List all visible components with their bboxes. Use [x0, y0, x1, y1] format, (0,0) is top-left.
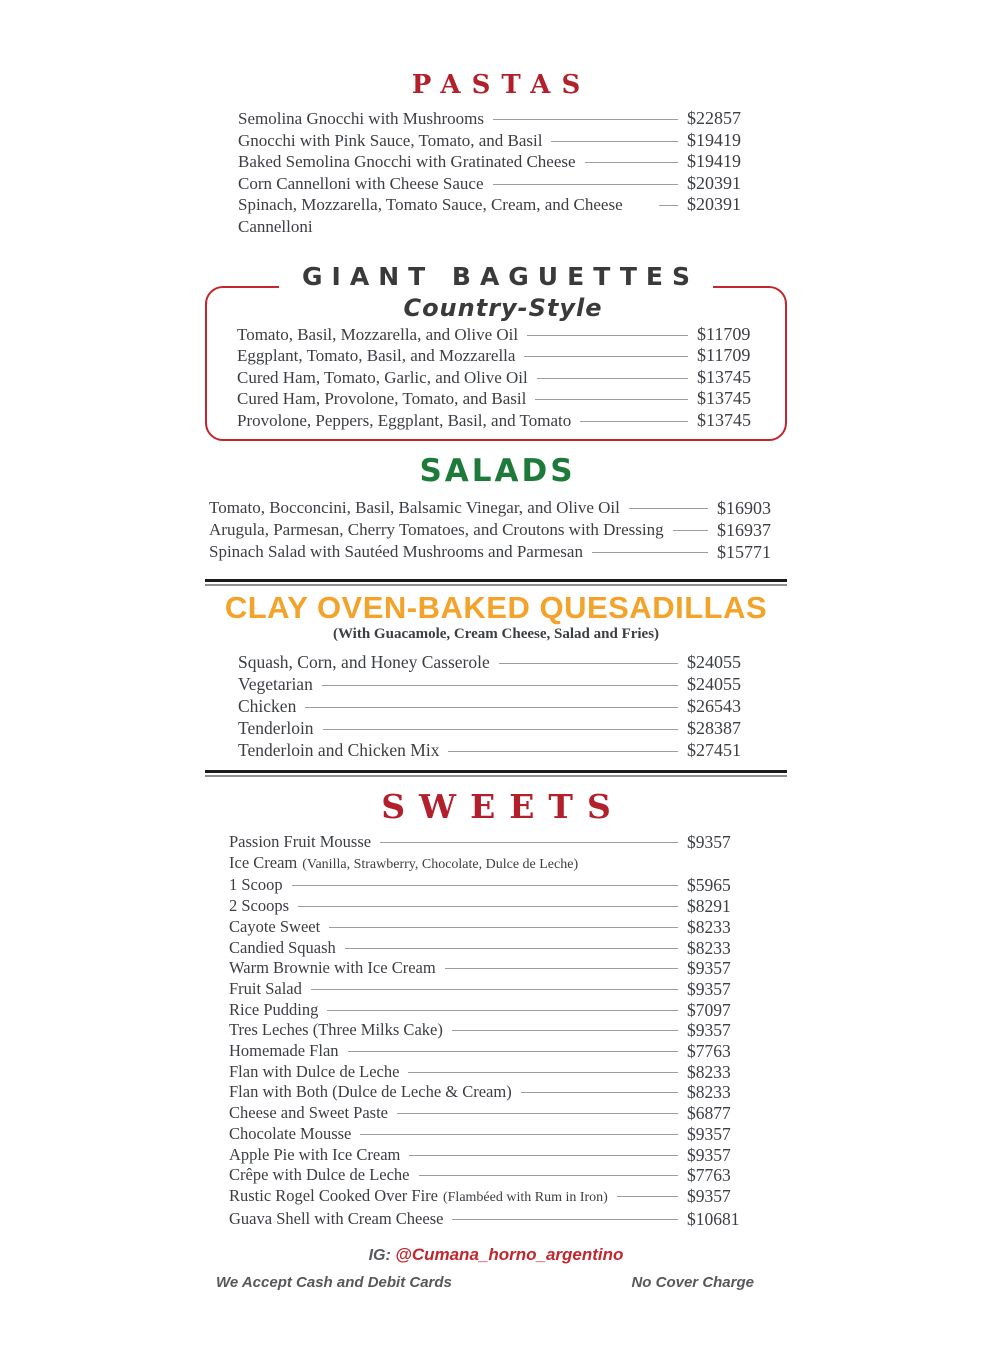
- item-price: $9357: [687, 958, 731, 979]
- item-name: Tenderloin and Chicken Mix: [238, 740, 440, 761]
- price-leader-line: [499, 663, 678, 664]
- menu-item-row: [237, 388, 769, 409]
- price-leader-line: [448, 751, 678, 752]
- item-price: $20391: [687, 194, 741, 214]
- price-leader-line: [360, 1134, 678, 1135]
- menu-item-row: [229, 832, 759, 853]
- price-leader-line: [419, 1175, 678, 1176]
- price-leader-line: [629, 508, 708, 509]
- price-leader-line: [323, 729, 678, 730]
- item-name: Squash, Corn, and Honey Casserole: [238, 652, 490, 673]
- price-leader-line: [521, 1092, 678, 1093]
- menu-page: [205, 70, 787, 1291]
- item-price: $24055: [687, 652, 741, 673]
- menu-item-row: [238, 673, 759, 695]
- menu-item-row: [238, 651, 759, 673]
- cover-charge-note: No Cover Charge: [631, 1274, 754, 1292]
- price-leader-line: [327, 1010, 678, 1011]
- item-name: Tres Leches (Three Milks Cake): [229, 1020, 443, 1040]
- item-price: $22857: [687, 108, 741, 128]
- baguettes-subtitle: Country-Style: [403, 294, 603, 322]
- menu-item-row: [238, 108, 759, 130]
- menu-item-row: [229, 1186, 759, 1209]
- item-name: Crêpe with Dulce de Leche: [229, 1165, 410, 1185]
- menu-item-row: [229, 1209, 759, 1230]
- menu-item-row: [229, 1000, 759, 1021]
- price-leader-line: [345, 948, 678, 949]
- item-name: Spinach Salad with Sautéed Mushrooms and Parmesan: [209, 542, 583, 562]
- item-price: $19419: [687, 129, 741, 150]
- price-leader-line: [673, 530, 708, 531]
- quesadillas-title: CLAY OVEN-BAKED QUESADILLAS: [224, 590, 768, 626]
- item-note: (Vanilla, Strawberry, Chocolate, Dulce de Leche): [302, 856, 579, 872]
- menu-item-row: [229, 917, 759, 938]
- item-price: $9357: [687, 978, 731, 999]
- price-leader-line: [311, 989, 678, 990]
- menu-item-row: [238, 194, 759, 237]
- item-name: Cayote Sweet: [229, 916, 321, 936]
- item-name: Candied Squash: [229, 937, 336, 957]
- baguettes-items: [237, 324, 769, 431]
- item-price: $10681: [687, 1208, 740, 1229]
- price-leader-line: [535, 399, 688, 400]
- item-price: $9357: [687, 1185, 731, 1206]
- item-price: $27451: [687, 740, 741, 761]
- price-leader-line: [527, 335, 688, 336]
- item-name: Rice Pudding: [229, 999, 319, 1019]
- menu-item-row: [229, 1062, 759, 1083]
- item-name: Tomato, Bocconcini, Basil, Balsamic Vinegar, and Olive Oil: [209, 498, 620, 518]
- price-leader-line: [493, 119, 678, 120]
- menu-item-row: [229, 1165, 759, 1186]
- item-name: Gnocchi with Pink Sauce, Tomato, and Basil: [238, 130, 543, 150]
- item-price: $13745: [697, 388, 751, 409]
- section-quesadillas: [205, 579, 787, 777]
- item-price: $19419: [687, 151, 741, 171]
- price-leader-line: [537, 378, 688, 379]
- item-price: $20391: [687, 172, 741, 193]
- sweets-title: SWEETS: [381, 787, 625, 827]
- menu-item-row: [238, 173, 759, 195]
- menu-item-row: [229, 979, 759, 1000]
- item-price: $7763: [687, 1165, 731, 1186]
- menu-item-row: [238, 739, 759, 761]
- price-leader-line: [592, 552, 708, 553]
- item-name: Fruit Salad: [229, 978, 302, 998]
- item-price: $8291: [687, 896, 731, 917]
- item-price: $7097: [687, 999, 731, 1020]
- section-giant-baguettes: [205, 262, 787, 441]
- item-name: Homemade Flan: [229, 1041, 339, 1061]
- menu-item-row: [229, 1103, 759, 1124]
- item-price: $11709: [697, 324, 751, 344]
- menu-item-row: [229, 853, 759, 876]
- quesadillas-items: [205, 649, 787, 765]
- section-pastas: [205, 70, 787, 237]
- item-price: $16937: [717, 520, 771, 541]
- item-name: Apple Pie with Ice Cream: [229, 1144, 401, 1164]
- item-note: (Flambéed with Rum in Iron): [442, 1189, 608, 1205]
- menu-item-row: [229, 938, 759, 959]
- menu-item-row: [237, 324, 769, 345]
- price-leader-line: [493, 184, 678, 185]
- sweets-items: [205, 832, 787, 1229]
- instagram-handle[interactable]: @Cumana_horno_argentino: [395, 1245, 624, 1265]
- menu-item-row: [238, 130, 759, 152]
- item-name: Ice Cream: [229, 852, 298, 872]
- price-leader-line: [445, 968, 678, 969]
- menu-item-row: [229, 1041, 759, 1062]
- menu-item-row: [229, 1082, 759, 1103]
- item-price: $13745: [697, 409, 751, 430]
- item-price: $9357: [687, 1144, 731, 1165]
- item-price: $8233: [687, 1061, 731, 1082]
- price-leader-line: [659, 205, 678, 206]
- item-name: Vegetarian: [238, 674, 313, 695]
- item-name: Cured Ham, Provolone, Tomato, and Basil: [237, 389, 527, 409]
- price-leader-line: [580, 421, 688, 422]
- menu-item-row: [237, 345, 769, 366]
- item-price: $8233: [687, 1082, 731, 1103]
- item-price: $5965: [687, 875, 731, 896]
- item-name: Semolina Gnocchi with Mushrooms: [238, 109, 485, 128]
- menu-item-row: [209, 497, 787, 519]
- item-name: 2 Scoops: [229, 896, 290, 916]
- salads-items: [205, 497, 787, 563]
- item-name: Warm Brownie with Ice Cream: [229, 958, 436, 978]
- item-price: $9357: [687, 1123, 731, 1144]
- pastas-title: PASTAS: [411, 70, 592, 100]
- price-leader-line: [524, 356, 688, 357]
- instagram-label: IG:: [368, 1247, 391, 1265]
- item-price: $8233: [687, 916, 731, 937]
- item-name: Rustic Rogel Cooked Over Fire: [229, 1185, 438, 1205]
- menu-item-row: [238, 695, 759, 717]
- menu-item-row: [209, 541, 787, 563]
- section-salads: [205, 453, 787, 563]
- price-leader-line: [452, 1030, 678, 1031]
- price-leader-line: [292, 885, 678, 886]
- menu-item-row: [229, 958, 759, 979]
- price-leader-line: [551, 141, 678, 142]
- item-price: $16903: [717, 498, 771, 519]
- item-name: Spinach, Mozzarella, Tomato Sauce, Cream, and Cheese Cannelloni: [238, 195, 623, 236]
- divider-double-rule-bottom: [205, 770, 787, 777]
- item-name: 1 Scoop: [229, 875, 283, 895]
- payment-note: We Accept Cash and Debit Cards: [216, 1274, 452, 1292]
- instagram-line: [205, 1245, 787, 1265]
- menu-item-row: [237, 367, 769, 388]
- menu-item-row: [229, 1145, 759, 1166]
- item-price: $24055: [687, 674, 741, 695]
- item-price: $6877: [687, 1103, 731, 1124]
- item-price: $9357: [687, 1020, 731, 1041]
- item-price: $15771: [717, 542, 771, 563]
- item-name: Arugula, Parmesan, Cherry Tomatoes, and Croutons with Dressing: [209, 520, 664, 540]
- item-name: Provolone, Peppers, Eggplant, Basil, and Tomato: [237, 410, 572, 430]
- divider-double-rule-top: [205, 579, 787, 586]
- price-leader-line: [617, 1196, 678, 1197]
- salads-title: SALADS: [419, 453, 576, 490]
- item-price: $11709: [697, 345, 751, 366]
- menu-item-row: [229, 896, 759, 917]
- item-price: $13745: [697, 366, 751, 387]
- item-name: Passion Fruit Mousse: [229, 832, 372, 852]
- price-leader-line: [409, 1155, 678, 1156]
- baguettes-title: GIANT BAGUETTES: [279, 263, 713, 290]
- menu-item-row: [238, 151, 759, 173]
- item-name: Cheese and Sweet Paste: [229, 1103, 388, 1123]
- item-name: Flan with Both (Dulce de Leche & Cream): [229, 1082, 512, 1102]
- item-price: $26543: [687, 696, 741, 717]
- item-price: $9357: [687, 832, 731, 853]
- item-name: Tomato, Basil, Mozzarella, and Olive Oil: [237, 325, 519, 344]
- item-name: Chicken: [238, 696, 297, 717]
- section-sweets: [205, 787, 787, 1229]
- item-name: Flan with Dulce de Leche: [229, 1061, 400, 1081]
- quesadillas-subtitle: (With Guacamole, Cream Cheese, Salad and Fries): [332, 626, 660, 643]
- menu-item-row: [238, 717, 759, 739]
- price-leader-line: [452, 1219, 678, 1220]
- price-leader-line: [380, 842, 678, 843]
- item-name: Cured Ham, Tomato, Garlic, and Olive Oil: [237, 367, 528, 387]
- item-price: $7763: [687, 1041, 731, 1062]
- price-leader-line: [329, 927, 678, 928]
- pastas-items: [205, 108, 787, 237]
- price-leader-line: [305, 707, 678, 708]
- item-price: $8233: [687, 937, 731, 958]
- item-name: Corn Cannelloni with Cheese Sauce: [238, 173, 484, 193]
- price-leader-line: [585, 162, 678, 163]
- price-leader-line: [408, 1072, 678, 1073]
- item-name: Tenderloin: [238, 718, 314, 739]
- footer-notes: [205, 1274, 787, 1291]
- menu-item-row: [229, 1124, 759, 1145]
- item-name: Guava Shell with Cream Cheese: [229, 1208, 444, 1228]
- item-price: $28387: [687, 718, 741, 739]
- price-leader-line: [298, 906, 678, 907]
- menu-item-row: [209, 519, 787, 541]
- price-leader-line: [348, 1051, 678, 1052]
- price-leader-line: [397, 1113, 678, 1114]
- item-name: Chocolate Mousse: [229, 1123, 352, 1143]
- menu-item-row: [229, 1020, 759, 1041]
- price-leader-line: [322, 685, 678, 686]
- menu-item-row: [237, 410, 769, 431]
- menu-item-row: [229, 875, 759, 896]
- item-name: Baked Semolina Gnocchi with Gratinated Cheese: [238, 152, 576, 171]
- item-name: Eggplant, Tomato, Basil, and Mozzarella: [237, 346, 516, 366]
